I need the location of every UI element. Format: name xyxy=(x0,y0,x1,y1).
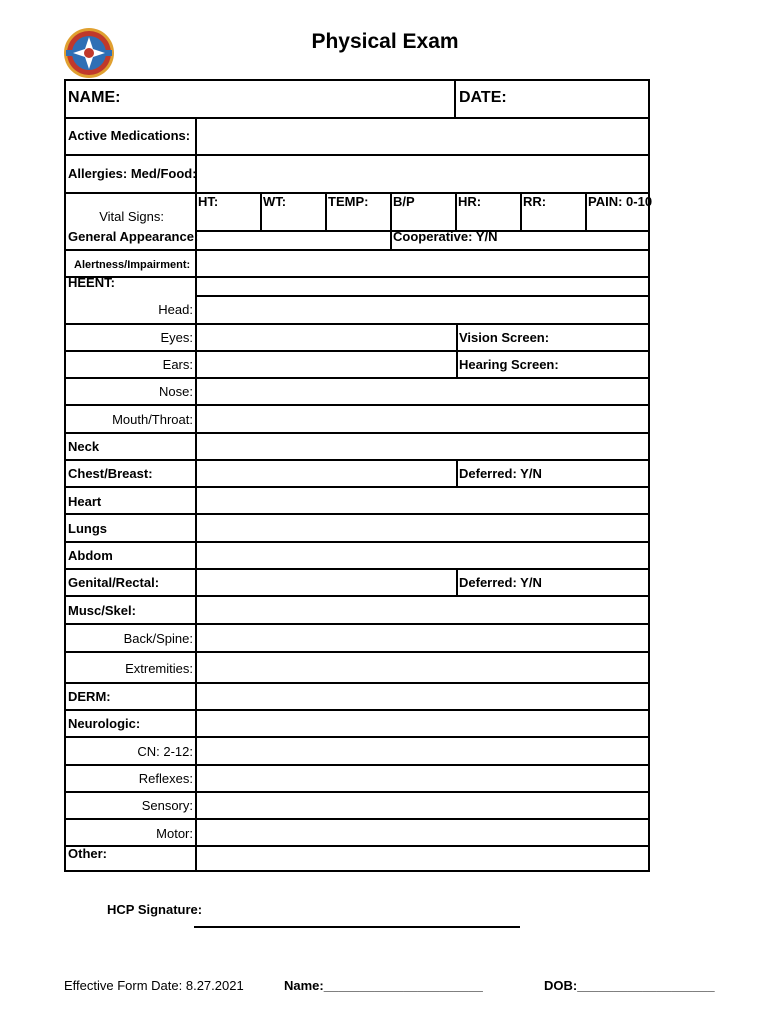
neurologic-label: Neurologic: xyxy=(68,716,141,731)
ears-label: Ears: xyxy=(162,357,193,372)
eyes-label: Eyes: xyxy=(160,330,193,345)
alertness-field[interactable] xyxy=(198,251,648,275)
neck-label: Neck xyxy=(68,439,100,454)
hcp-signature-label: HCP Signature: xyxy=(107,902,203,917)
mouth-throat-label: Mouth/Throat: xyxy=(112,412,193,427)
general-appearance-label: General Appearance: xyxy=(68,229,199,244)
vital-bp[interactable]: B/P xyxy=(393,194,415,209)
heart-label: Heart xyxy=(68,494,102,509)
allergies-field[interactable] xyxy=(198,156,648,190)
footer-dob-field[interactable]: DOB:___________________ xyxy=(544,978,715,993)
other-field[interactable] xyxy=(198,847,648,871)
cooperative-label: Cooperative: Y/N xyxy=(393,229,498,244)
name-label: NAME: xyxy=(68,89,121,106)
vital-signs-label: Vital Signs: xyxy=(99,209,164,224)
heent-label: HEENT: xyxy=(68,275,115,290)
alertness-label: Alertness/Impairment: xyxy=(74,259,191,271)
chest-breast-label: Chest/Breast: xyxy=(68,466,153,481)
nose-label: Nose: xyxy=(159,384,193,399)
exam-form xyxy=(64,79,653,872)
vision-screen-label: Vision Screen: xyxy=(459,330,550,345)
sensory-label: Sensory: xyxy=(141,798,193,813)
derm-label: DERM: xyxy=(68,689,111,704)
allergies-label: Allergies: Med/Food: xyxy=(68,166,197,181)
name-field[interactable] xyxy=(146,83,446,115)
active-medications-label: Active Medications: xyxy=(68,128,191,143)
footer-name-field[interactable]: Name:______________________ xyxy=(284,978,483,993)
head-label: Head: xyxy=(158,302,193,317)
vital-temp[interactable]: TEMP: xyxy=(328,194,369,209)
back-spine-label: Back/Spine: xyxy=(123,631,193,646)
genital-deferred-label: Deferred: Y/N xyxy=(459,575,542,590)
reflexes-label: Reflexes: xyxy=(138,771,193,786)
active-medications-field[interactable] xyxy=(198,119,648,153)
motor-label: Motor: xyxy=(156,826,193,841)
date-field[interactable] xyxy=(516,83,646,115)
signature-line[interactable] xyxy=(194,926,520,928)
vital-rr[interactable]: RR: xyxy=(523,194,547,209)
effective-date: Effective Form Date: 8.27.2021 xyxy=(64,978,244,993)
vital-ht[interactable]: HT: xyxy=(198,194,219,209)
vital-hr[interactable]: HR: xyxy=(458,194,482,209)
abdom-label: Abdom xyxy=(68,548,113,563)
musc-skel-label: Musc/Skel: xyxy=(68,603,136,618)
lungs-label: Lungs xyxy=(68,521,107,536)
chest-deferred-label: Deferred: Y/N xyxy=(459,466,542,481)
extremities-label: Extremities: xyxy=(125,661,193,676)
vital-pain[interactable]: PAIN: 0-10 xyxy=(588,194,653,209)
genital-rectal-label: Genital/Rectal: xyxy=(68,575,160,590)
cn-label: CN: 2-12: xyxy=(137,744,193,759)
page-title: Physical Exam xyxy=(311,30,459,53)
vital-wt[interactable]: WT: xyxy=(263,194,287,209)
hearing-screen-label: Hearing Screen: xyxy=(459,357,559,372)
other-label: Other: xyxy=(68,846,107,861)
date-label: DATE: xyxy=(459,89,507,106)
